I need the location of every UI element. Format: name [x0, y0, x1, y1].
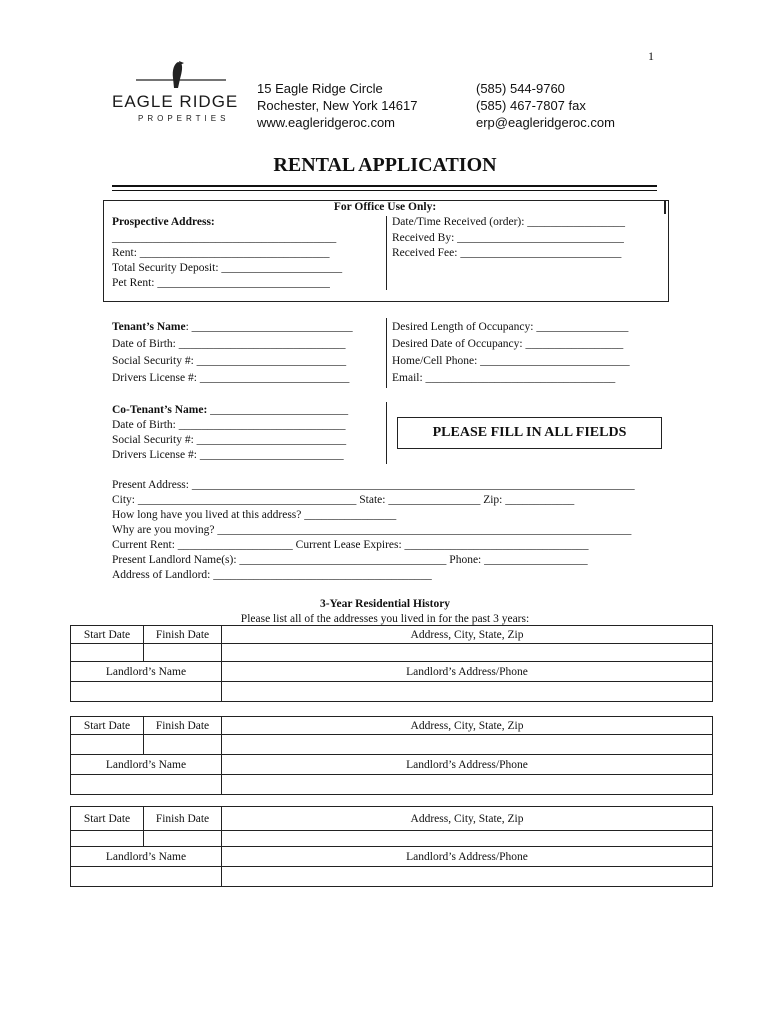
cotenant-dob-field[interactable]: Date of Birth: _____________________________ — [112, 419, 346, 431]
occupancy-length-field[interactable]: Desired Length of Occupancy: ________________ — [392, 321, 629, 333]
email-address: erp@eagleridgeroc.com — [476, 115, 615, 130]
address-cell[interactable] — [222, 831, 713, 847]
history-instructions: Please list all of the addresses you lived in for the past 3 years: — [240, 613, 530, 625]
landlord-name-cell[interactable] — [71, 775, 222, 795]
tenant-name-field[interactable] — [112, 320, 353, 335]
landlord-name-header: Landlord’s Name — [71, 755, 222, 775]
tenant-name-label: Tenant’s Name — [112, 321, 186, 333]
address-header: Address, City, State, Zip — [222, 626, 713, 644]
logo-name: EAGLE RIDGE — [112, 92, 239, 111]
address-line-1: 15 Eagle Ridge Circle — [257, 81, 383, 96]
tenant-ssn-field[interactable]: Social Security #: __________________________ — [112, 355, 347, 367]
city-state-zip-field[interactable]: City: ______________________________________ State: ________________ Zip: ____________ — [112, 494, 575, 506]
landlord-address-cell[interactable] — [222, 775, 713, 795]
address-line-2: Rochester, New York 14617 — [257, 98, 418, 113]
fax-number: (585) 467-7807 fax — [476, 98, 586, 113]
landlord-address-header: Landlord’s Address/Phone — [222, 662, 713, 682]
finish-date-header: Finish Date — [144, 717, 222, 735]
finish-date-cell[interactable] — [144, 644, 222, 662]
present-address-field[interactable]: Present Address: _____________________________________________________________________________ — [112, 479, 635, 491]
start-date-cell[interactable] — [71, 644, 144, 662]
page-number: 1 — [648, 49, 654, 63]
landlord-name-header: Landlord’s Name — [71, 662, 222, 682]
title-rule — [112, 185, 657, 187]
office-divider — [386, 216, 387, 290]
rent-field[interactable]: Rent: _________________________________ — [112, 247, 330, 259]
history-table-2 — [70, 716, 713, 795]
landlord-name-cell[interactable] — [71, 867, 222, 887]
current-rent-field[interactable]: Current Rent: ____________________ Current Lease Expires: ________________________________ — [112, 539, 589, 551]
security-deposit-field[interactable]: Total Security Deposit: _____________________ — [112, 262, 343, 274]
finish-date-cell[interactable] — [144, 735, 222, 755]
finish-date-header: Finish Date — [144, 626, 222, 644]
cotenant-name-line[interactable]: ________________________ — [207, 404, 349, 416]
landlord-address-header: Landlord’s Address/Phone — [222, 755, 713, 775]
start-date-header: Start Date — [71, 626, 144, 644]
page-title: RENTAL APPLICATION — [273, 154, 497, 176]
history-heading: 3-Year Residential History — [319, 598, 451, 610]
office-use-heading: For Office Use Only: — [333, 201, 437, 213]
cotenant-divider — [386, 402, 387, 464]
received-by-field[interactable]: Received By: _____________________________ — [392, 232, 624, 244]
landlord-address-field[interactable]: Address of Landlord: ______________________________________ — [112, 569, 432, 581]
tenant-dob-field[interactable]: Date of Birth: _____________________________ — [112, 338, 346, 350]
cotenant-name-label: Co-Tenant’s Name: — [112, 404, 208, 416]
pet-rent-field[interactable]: Pet Rent: ______________________________ — [112, 277, 330, 289]
title-rule-thin — [112, 190, 657, 191]
history-table-3 — [70, 806, 713, 887]
cotenant-name-field[interactable] — [112, 403, 348, 418]
occupancy-date-field[interactable]: Desired Date of Occupancy: _________________ — [392, 338, 624, 350]
finish-date-cell[interactable] — [144, 831, 222, 847]
landlord-name-cell[interactable] — [71, 682, 222, 702]
landlord-address-header: Landlord’s Address/Phone — [222, 847, 713, 867]
address-cell[interactable] — [222, 735, 713, 755]
address-cell[interactable] — [222, 644, 713, 662]
finish-date-header: Finish Date — [144, 807, 222, 831]
logo-sub: PROPERTIES — [138, 114, 230, 123]
start-date-header: Start Date — [71, 717, 144, 735]
email-field[interactable]: Email: _________________________________ — [392, 372, 616, 384]
address-header: Address, City, State, Zip — [222, 807, 713, 831]
website: www.eagleridgeroc.com — [257, 115, 396, 130]
cotenant-license-field[interactable]: Drivers License #: _________________________ — [112, 449, 344, 461]
start-date-header: Start Date — [71, 807, 144, 831]
tenant-license-field[interactable]: Drivers License #: __________________________ — [112, 372, 350, 384]
fill-all-fields-notice: PLEASE FILL IN ALL FIELDS — [397, 417, 662, 449]
reason-moving-field[interactable]: Why are you moving? ________________________________________________________________________ — [112, 524, 632, 536]
tenant-name-line[interactable]: : ____________________________ — [185, 321, 353, 333]
start-date-cell[interactable] — [71, 831, 144, 847]
tenant-divider — [386, 318, 387, 388]
phone-field[interactable]: Home/Cell Phone: __________________________ — [392, 355, 630, 367]
company-address — [257, 80, 417, 131]
time-at-address-field[interactable]: How long have you lived at this address? ________________ — [112, 509, 397, 521]
landlord-address-cell[interactable] — [222, 867, 713, 887]
landlord-name-header: Landlord’s Name — [71, 847, 222, 867]
received-fee-field[interactable]: Received Fee: ____________________________ — [392, 247, 622, 259]
company-contact — [476, 80, 615, 131]
cotenant-ssn-field[interactable]: Social Security #: __________________________ — [112, 434, 347, 446]
date-received-field[interactable]: Date/Time Received (order): _________________ — [392, 216, 626, 228]
address-header: Address, City, State, Zip — [222, 717, 713, 735]
prospective-address-field[interactable]: _______________________________________ — [112, 232, 337, 244]
history-table-1 — [70, 625, 713, 702]
landlord-name-field[interactable]: Present Landlord Name(s): ____________________________________ Phone: __________________ — [112, 554, 588, 566]
start-date-cell[interactable] — [71, 735, 144, 755]
prospective-address-label: Prospective Address: — [112, 216, 215, 228]
phone-number: (585) 544-9760 — [476, 81, 565, 96]
landlord-address-cell[interactable] — [222, 682, 713, 702]
